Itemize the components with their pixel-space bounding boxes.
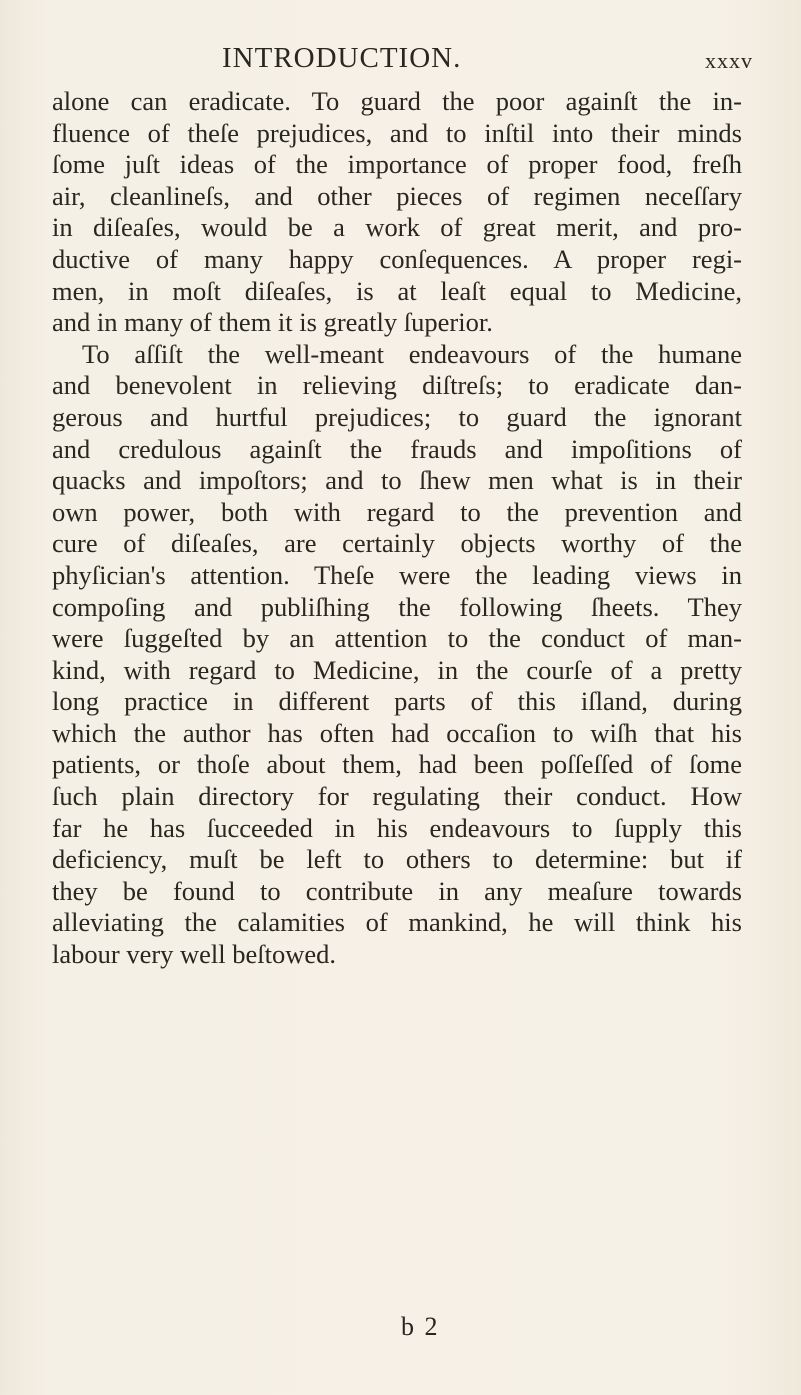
text-line: quacks and impoſtors; and to ſhew men what is in their [52,465,742,496]
text-line: fluence of theſe prejudices, and to inſtil into their minds [52,117,742,148]
text-line: cure of diſeaſes, are certainly objects worthy of the [52,528,742,559]
text-line: and benevolent in relieving diſtreſs; to eradicate dan- [52,370,742,401]
body-text [52,86,742,971]
text-line: phyſician's attention. Theſe were the leading views in [52,559,742,590]
text-line: long practice in different parts of this iſland, during [52,686,742,717]
text-line: deficiency, muſt be left to others to determine: but if [52,844,742,875]
text-line: and credulous againſt the frauds and impoſitions of [52,433,742,464]
text-line: labour very well beſtowed. [52,939,337,970]
text-line: alleviating the calamities of mankind, he will think his [52,907,742,938]
page-header [72,42,753,82]
text-line: which the author has often had occaſion to wiſh that his [52,717,742,748]
text-line: ſuch plain directory for regulating their conduct. How [52,781,742,812]
text-line: own power, both with regard to the prevention and [52,496,742,527]
page-number: xxxv [705,48,753,73]
text-line: far he has ſucceeded in his endeavours to ſupply this [52,812,742,843]
text-line: alone can eradicate. To guard the poor againſt the in- [52,86,742,116]
text-line: air, cleanlineſs, and other pieces of regimen neceſſary [52,180,742,211]
text-line: gerous and hurtful prejudices; to guard the ignorant [52,401,742,432]
text-line: To aſſiſt the well-meant endeavours of the humane [82,338,742,369]
text-line: they be found to contribute in any meaſure towards [52,875,742,906]
text-line: patients, or thoſe about them, had been poſſeſſed of ſome [52,749,742,780]
running-title: INTRODUCTION. [222,42,462,74]
text-line: ductive of many happy conſequences. A proper regi- [52,243,742,274]
text-line: were ſuggeſted by an attention to the conduct of man- [52,623,742,654]
text-line: and in many of them it is greatly ſuperior. [52,307,493,338]
signature-mark: b 2 [401,1312,440,1341]
text-line: kind, with regard to Medicine, in the courſe of a pretty [52,654,742,685]
text-line: men, in moſt diſeaſes, is at leaſt equal to Medicine, [52,275,742,306]
text-line: ſome juſt ideas of the importance of proper food, freſh [52,149,742,180]
text-line: compoſing and publiſhing the following ſheets. They [52,591,742,622]
text-line: in diſeaſes, would be a work of great merit, and pro- [52,212,742,243]
